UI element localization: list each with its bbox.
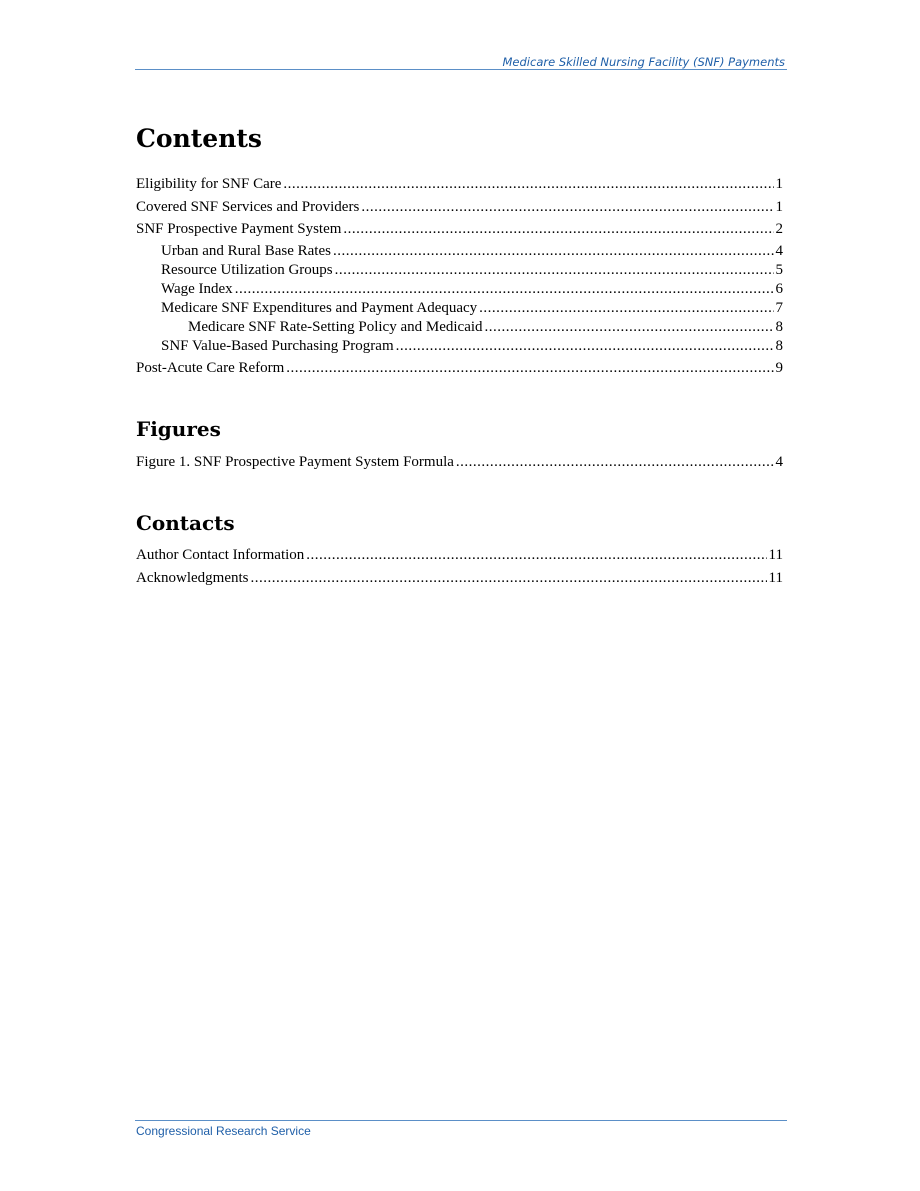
page-header [135,54,787,70]
figures-heading: Figures [136,417,221,441]
toc-leader-dots [335,261,774,279]
page-footer [135,1120,787,1138]
toc-leader-dots [343,220,773,238]
toc-entry-expenditures[interactable] [161,299,783,317]
toc-entry-label: Urban and Rural Base Rates [161,243,331,259]
toc-leader-dots [306,546,766,564]
toc-entry-label: SNF Value-Based Purchasing Program [161,338,394,354]
toc-entry-label: Post-Acute Care Reform [136,360,285,376]
toc-entry-label: SNF Prospective Payment System [136,221,342,237]
toc-entry-page: 7 [775,300,783,316]
toc-entry-label: Acknowledgments [136,570,249,586]
toc-entry-eligibility[interactable] [136,175,783,193]
toc-entry-page: 8 [775,319,783,335]
toc-leader-dots [235,280,774,298]
toc-entry-label: Medicare SNF Rate-Setting Policy and Medicaid [188,319,483,335]
toc-leader-dots [283,175,773,193]
toc-entry-page: 2 [775,221,783,237]
toc-entry-page: 8 [775,338,783,354]
toc-entry-snf-pps[interactable] [136,220,783,238]
toc-entry-label: Author Contact Information [136,547,305,563]
toc-entry-page: 11 [768,547,783,563]
toc-entry-label: Figure 1. SNF Prospective Payment System Formula [136,454,454,470]
toc-entry-label: Resource Utilization Groups [161,262,333,278]
toc-entry-page: 1 [775,176,783,192]
toc-leader-dots [361,198,773,216]
toc-entry-label: Medicare SNF Expenditures and Payment Adequacy [161,300,478,316]
toc-entry-vbp-program[interactable] [161,337,783,355]
contents-heading: Contents [136,124,263,153]
toc-leader-dots [396,337,774,355]
toc-entry-rugs[interactable] [161,261,783,279]
toc-entry-pac-reform[interactable] [136,359,783,377]
toc-entry-page: 4 [775,243,783,259]
toc-entry-page: 6 [775,281,783,297]
toc-leader-dots [479,299,773,317]
toc-entry-figure-1[interactable] [136,453,783,471]
toc-entry-page: 4 [775,454,783,470]
toc-entry-author-contact[interactable] [136,546,783,564]
toc-leader-dots [485,318,774,336]
toc-entry-label: Wage Index [161,281,233,297]
header-title: Medicare Skilled Nursing Facility (SNF) Payments [502,55,785,69]
toc-entry-page: 1 [775,199,783,215]
toc-leader-dots [456,453,774,471]
toc-entry-page: 9 [775,360,783,376]
toc-entry-page: 11 [768,570,783,586]
toc-leader-dots [333,242,774,260]
toc-entry-label: Eligibility for SNF Care [136,176,282,192]
toc-leader-dots [250,569,766,587]
toc-entry-page: 5 [775,262,783,278]
toc-leader-dots [286,359,773,377]
toc-entry-covered-services[interactable] [136,198,783,216]
toc-entry-acknowledgments[interactable] [136,569,783,587]
footer-text: Congressional Research Service [136,1124,311,1138]
toc-entry-wage-index[interactable] [161,280,783,298]
toc-entry-rate-setting-medicaid[interactable] [188,318,783,336]
toc-entry-label: Covered SNF Services and Providers [136,199,360,215]
contacts-heading: Contacts [136,511,235,535]
toc-entry-base-rates[interactable] [161,242,783,260]
